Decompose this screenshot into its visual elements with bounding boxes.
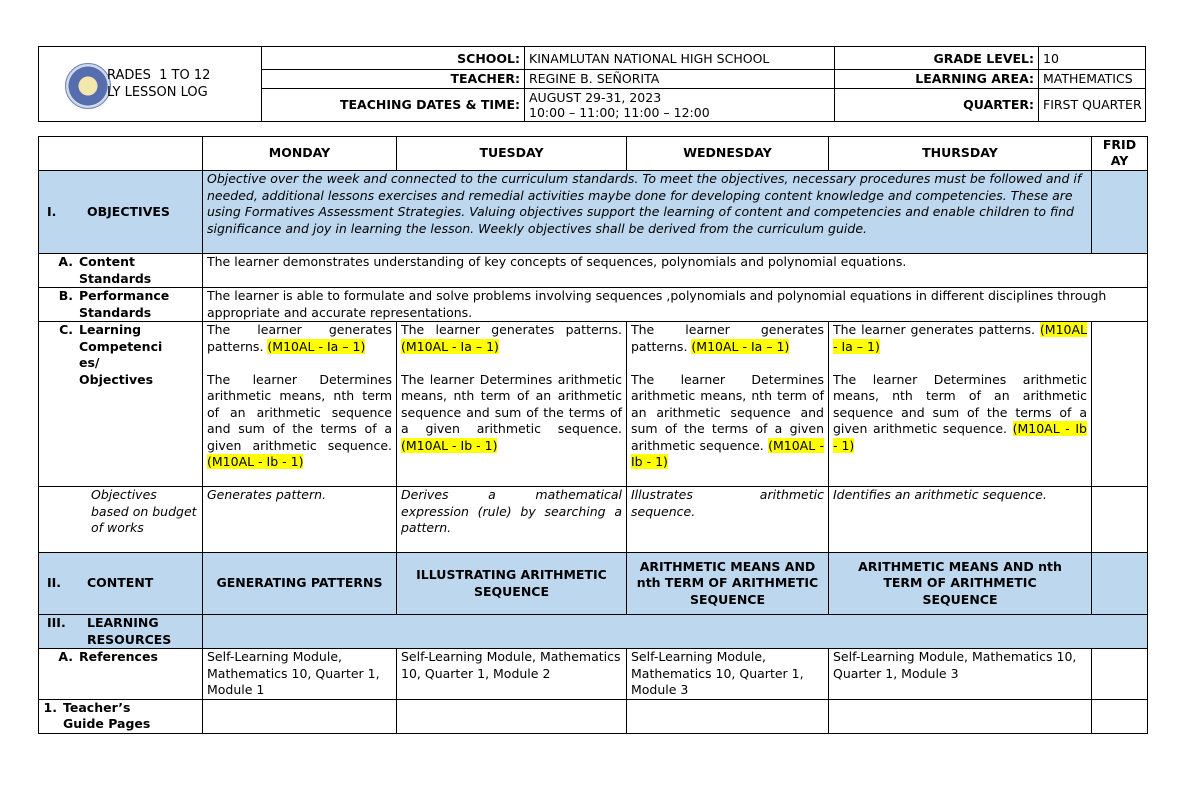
performance-standards-heading xyxy=(39,288,203,322)
teachers-guide-friday xyxy=(1092,699,1148,733)
deped-seal-icon xyxy=(65,63,111,109)
competency-2-text: The learner Determines arithmetic means, nth term of an arithmetic sequence and sum of the terms of a given arithmetic sequence. xyxy=(833,371,1087,436)
references-wednesday: Self-Learning Module, Mathematics 10, Quarter 1, Module 3 xyxy=(627,649,829,700)
references-num: A. xyxy=(58,649,73,664)
budget-tuesday: Derives a mathematical expression (rule) by searching a pattern. xyxy=(397,487,627,553)
teaching-times: 10:00 – 11:00; 11:00 – 12:00 xyxy=(529,104,710,120)
content-standards-heading xyxy=(39,254,203,288)
header-divider xyxy=(261,69,1145,70)
competency-2-code: (M10AL - Ib - 1) xyxy=(401,437,498,453)
competencies-thursday xyxy=(829,322,1092,487)
competency-2-text: The learner Determines arithmetic means, nth term of an arithmetic sequence and sum of the terms of a given arithmetic sequence. xyxy=(631,371,824,453)
competency-2-code: (M10AL - Ib - 1) xyxy=(833,421,1087,453)
content-tuesday: ILLUSTRATING ARITHMETIC SEQUENCE xyxy=(397,553,627,615)
content-heading xyxy=(39,553,203,615)
competency-1-code: (M10AL - Ia – 1) xyxy=(691,338,790,354)
objectives-heading xyxy=(39,171,203,254)
content-num: II. xyxy=(47,575,62,591)
content-wednesday: ARITHMETIC MEANS AND nth TERM OF ARITHMETIC SEQUENCE xyxy=(627,553,829,615)
objectives-text: Objective over the week and connected to the curriculum standards. To meet the objectives, necessary procedures must be followed and if needed, additional lessons exercises and remedial activities maybe done for developing content knowledge and competencies. These are using Formatives Assessment Strategies. Valuing objectives support the learning of content and competencies and enable children to find significance and joy in learning the lesson. Weekly objectives shall be derived from the curriculum guide. xyxy=(203,171,1092,254)
budget-thursday: Identifies an arithmetic sequence. xyxy=(829,487,1092,553)
budget-objectives-row xyxy=(39,487,1148,553)
competency-2 xyxy=(631,372,824,471)
lesson-log-header xyxy=(38,46,1146,122)
competency-1 xyxy=(401,322,622,355)
day-thursday: THURSDAY xyxy=(829,137,1092,171)
header-divider xyxy=(261,88,1145,89)
competency-1-code: (M10AL - Ia – 1) xyxy=(401,338,499,354)
teaching-dates-value xyxy=(525,88,835,121)
competency-1-text: The learner generates patterns. xyxy=(401,322,622,337)
references-heading xyxy=(39,649,203,700)
competency-2-code: (M10AL - Ib - 1) xyxy=(207,454,304,469)
competencies-wednesday xyxy=(627,322,829,487)
learning-resources-heading xyxy=(39,615,203,649)
teachers-guide-num: 1. xyxy=(43,699,57,715)
budget-friday xyxy=(1092,487,1148,553)
competencies-heading xyxy=(39,322,203,487)
log-title: RADES 1 TO 12 LY LESSON LOG xyxy=(107,68,211,100)
teachers-guide-tuesday xyxy=(397,699,627,733)
competency-1 xyxy=(207,322,392,355)
competencies-row xyxy=(39,322,1148,487)
objectives-label: OBJECTIVES xyxy=(87,203,170,219)
references-monday: Self-Learning Module, Mathematics 10, Quarter 1, Module 1 xyxy=(203,649,397,700)
learning-resources-label: LEARNING RESOURCES xyxy=(87,615,172,647)
teachers-guide-wednesday xyxy=(627,699,829,733)
content-standards-label: Content Standards xyxy=(79,254,152,286)
learning-resources-cell xyxy=(203,615,1148,649)
content-label: CONTENT xyxy=(87,575,154,591)
grade-level-label: GRADE LEVEL: xyxy=(835,47,1039,69)
competency-1 xyxy=(631,322,824,355)
school-label: SCHOOL: xyxy=(261,47,525,69)
budget-wednesday: Illustrates arithmetic sequence. xyxy=(627,487,829,553)
school-value: KINAMLUTAN NATIONAL HIGH SCHOOL xyxy=(525,47,835,69)
competency-1-code: (M10AL - Ia – 1) xyxy=(833,322,1087,354)
content-row xyxy=(39,553,1148,615)
competency-2 xyxy=(833,372,1087,455)
grade-level-value: 10 xyxy=(1043,50,1059,66)
references-row xyxy=(39,649,1148,700)
performance-standards-text: The learner is able to formulate and solve problems involving sequences ,polynomials and polynomial equations in different disciplines through appropriate and accurate representations. xyxy=(203,288,1148,322)
teachers-guide-label: Teacher’s Guide Pages xyxy=(63,699,151,731)
learning-resources-row xyxy=(39,615,1148,649)
competency-1-text: The learner generates patterns. xyxy=(833,322,1035,337)
learning-area-value: MATHEMATICS xyxy=(1043,71,1133,86)
competencies-num: C. xyxy=(59,322,73,337)
performance-standards-label: Performance Standards xyxy=(79,288,170,320)
competency-2-text: The learner Determines arithmetic means, nth term of an arithmetic sequence and sum of the terms of a given arithmetic sequence. xyxy=(207,371,392,453)
teacher-value: REGINE B. SEÑORITA xyxy=(525,69,835,88)
teacher-label: TEACHER: xyxy=(261,69,525,88)
budget-monday: Generates pattern. xyxy=(203,487,397,553)
content-standards-row xyxy=(39,254,1148,288)
day-monday: MONDAY xyxy=(203,137,397,171)
learning-area-label: LEARNING AREA: xyxy=(835,69,1039,88)
content-thursday: ARITHMETIC MEANS AND nth TERM OF ARITHMETIC SEQUENCE xyxy=(829,553,1092,615)
competency-2 xyxy=(207,372,392,471)
competency-1 xyxy=(833,322,1087,355)
learning-resources-num: III. xyxy=(47,615,66,630)
competency-1-code: (M10AL - Ia – 1) xyxy=(267,338,366,354)
objectives-friday-cell xyxy=(1092,171,1148,254)
logo-cell xyxy=(39,47,262,121)
day-friday: FRID AY xyxy=(1092,137,1148,171)
quarter-label: QUARTER: xyxy=(835,88,1039,121)
competency-2-text: The learner Determines arithmetic means, nth term of an arithmetic sequence and sum of the terms of a given arithmetic sequence. xyxy=(401,371,622,436)
competency-2-code: (M10AL - Ib - 1) xyxy=(631,437,824,469)
performance-standards-row xyxy=(39,288,1148,322)
corner-cell xyxy=(39,137,203,171)
teachers-guide-thursday xyxy=(829,699,1092,733)
day-wednesday: WEDNESDAY xyxy=(627,137,829,171)
teaching-dates-label: TEACHING DATES & TIME: xyxy=(261,88,525,121)
references-tuesday: Self-Learning Module, Mathematics 10, Quarter 1, Module 2 xyxy=(397,649,627,700)
quarter-value: FIRST QUARTER xyxy=(1043,97,1142,112)
objectives-num: I. xyxy=(47,203,57,219)
competencies-monday xyxy=(203,322,397,487)
daily-lesson-log-table xyxy=(38,136,1148,734)
competencies-tuesday xyxy=(397,322,627,487)
competency-2 xyxy=(401,372,622,455)
competency-1-text: The learner generates patterns. xyxy=(207,322,392,354)
day-tuesday: TUESDAY xyxy=(397,137,627,171)
teachers-guide-monday xyxy=(203,699,397,733)
references-friday xyxy=(1092,649,1148,700)
budget-objectives-label: Objectives based on budget of works xyxy=(39,487,203,553)
competencies-label: Learning Competenci es/ Objectives xyxy=(79,322,163,387)
content-standards-num: A. xyxy=(58,254,73,269)
competencies-friday xyxy=(1092,322,1148,487)
references-label: References xyxy=(79,649,158,664)
competency-1-text: The learner generates patterns. xyxy=(631,322,824,354)
content-monday: GENERATING PATTERNS xyxy=(203,553,397,615)
references-thursday: Self-Learning Module, Mathematics 10, Quarter 1, Module 3 xyxy=(829,649,1092,700)
teaching-dates: AUGUST 29-31, 2023 xyxy=(529,89,662,105)
objectives-row xyxy=(39,171,1148,254)
performance-standards-num: B. xyxy=(58,288,73,303)
teachers-guide-heading xyxy=(39,699,203,733)
day-header-row xyxy=(39,137,1148,171)
teachers-guide-row xyxy=(39,699,1148,733)
content-friday xyxy=(1092,553,1148,615)
content-standards-text: The learner demonstrates understanding of key concepts of sequences, polynomials and polynomial equations. xyxy=(203,254,1148,288)
